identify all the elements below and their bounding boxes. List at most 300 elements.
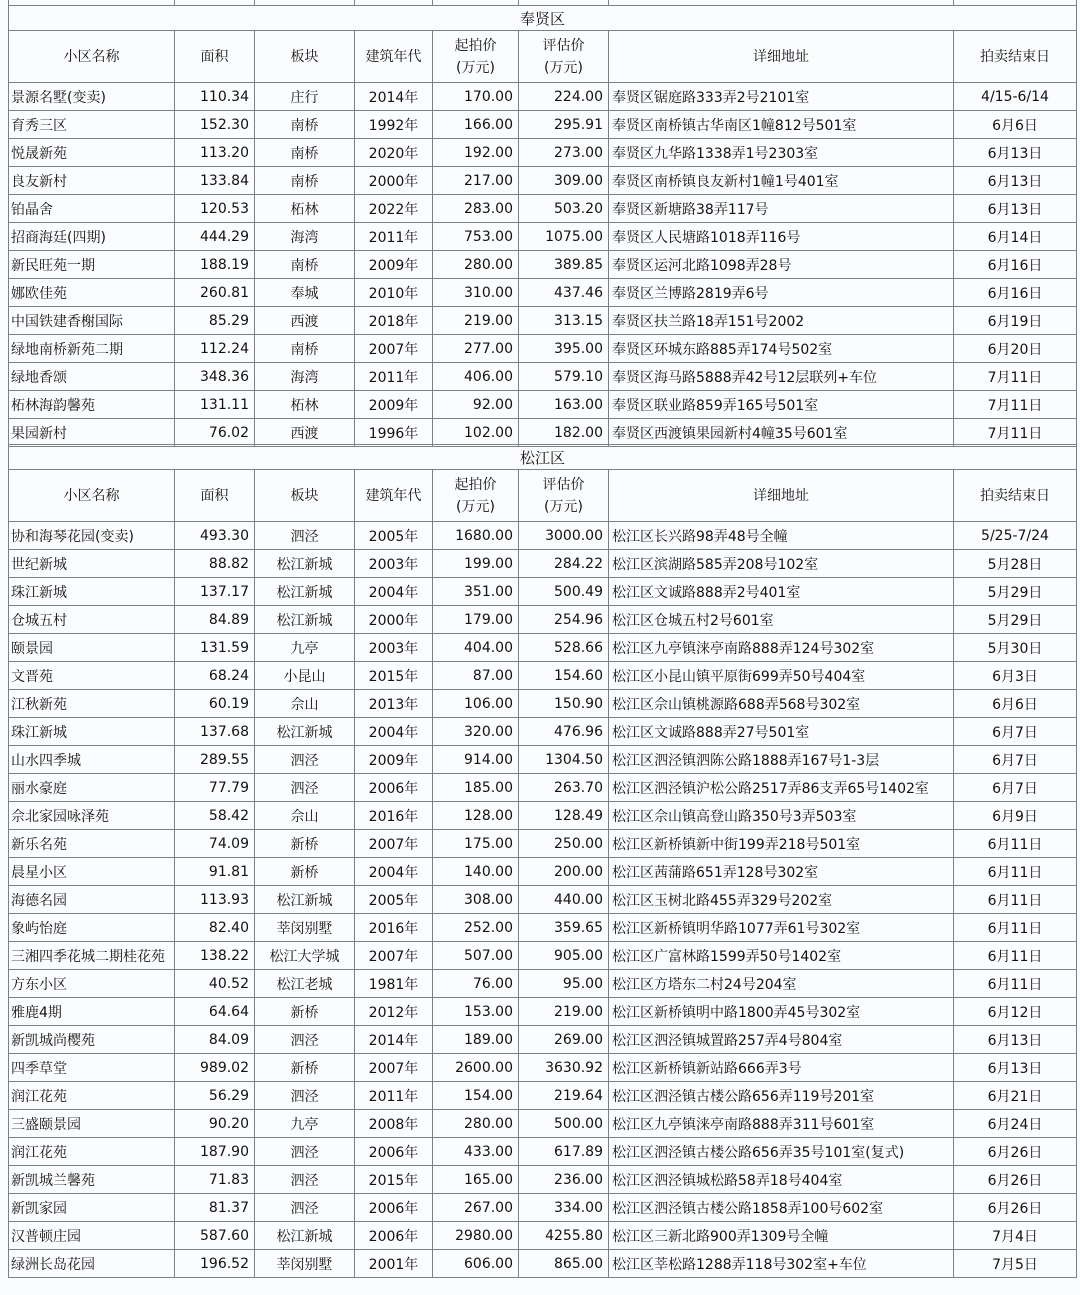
cell-area: 137.68 [175,718,255,746]
header-row [9,31,1077,83]
cell-build-year: 1996年 [355,419,433,447]
cell-community-name: 新凯家园 [9,1194,175,1222]
cell-address: 松江区文诚路888弄2号401室 [609,578,954,606]
cell-area: 88.82 [175,550,255,578]
cell-auction-end-date: 6月26日 [954,1138,1077,1166]
cell-appraised-price: 273.00 [519,139,609,167]
cell-appraised-price: 617.89 [519,1138,609,1166]
table-row [9,942,1077,970]
cell-build-year: 2008年 [355,1110,433,1138]
cell-community-name: 三湘四季花城二期桂花苑 [9,942,175,970]
cell-address: 奉贤区联业路859弄165号501室 [609,391,954,419]
cell-appraised-price: 359.65 [519,914,609,942]
cell-starting-price: 76.00 [433,970,519,998]
section-title-row [9,6,1077,31]
cell-starting-price: 153.00 [433,998,519,1026]
cell-appraised-price: 528.66 [519,634,609,662]
cell-auction-end-date: 6月20日 [954,335,1077,363]
cell-community-name: 新凯城尚樱苑 [9,1026,175,1054]
cell-community-name: 汉普顿庄园 [9,1222,175,1250]
cell-appraised-price: 254.96 [519,606,609,634]
table-row [9,111,1077,139]
section-title: 松江区 [9,445,1077,470]
cell-auction-end-date: 6月7日 [954,718,1077,746]
cell-area: 40.52 [175,970,255,998]
cell-community-name: 珠江新城 [9,718,175,746]
cell-auction-end-date: 5月29日 [954,606,1077,634]
cell-address: 松江区泗泾镇古楼公路1858弄100号602室 [609,1194,954,1222]
cell-district-block: 泗泾 [255,746,355,774]
cell-community-name: 世纪新城 [9,550,175,578]
cell-starting-price: 267.00 [433,1194,519,1222]
cell-starting-price: 140.00 [433,858,519,886]
cell-district-block: 奉城 [255,279,355,307]
cell-appraised-price: 1304.50 [519,746,609,774]
cell-district-block: 九亭 [255,634,355,662]
cell-build-year: 2016年 [355,914,433,942]
cell-address: 松江区九亭镇涞亭南路888弄124号302室 [609,634,954,662]
table-row [9,1222,1077,1250]
cell-build-year: 2007年 [355,942,433,970]
cell-build-year: 2009年 [355,391,433,419]
cell-address: 松江区广富林路1599弄50号1402室 [609,942,954,970]
cell-build-year: 2018年 [355,307,433,335]
cell-build-year: 2014年 [355,83,433,111]
table-row [9,886,1077,914]
cell-area: 196.52 [175,1250,255,1278]
cell-community-name: 珠江新城 [9,578,175,606]
cell-auction-end-date: 7月5日 [954,1250,1077,1278]
table-row [9,83,1077,111]
cell-address: 松江区三新北路900弄1309号全幢 [609,1222,954,1250]
cell-auction-end-date: 6月19日 [954,307,1077,335]
cell-address: 奉贤区海马路5888弄42号12层联列+车位 [609,363,954,391]
cell-build-year: 2007年 [355,1054,433,1082]
fengxian-table [8,0,1077,447]
cell-appraised-price: 500.49 [519,578,609,606]
cell-area: 120.53 [175,195,255,223]
cell-area: 137.17 [175,578,255,606]
header-district-block: 板块 [255,470,355,522]
header-district-block: 板块 [255,31,355,83]
table-row [9,830,1077,858]
table-row [9,251,1077,279]
header-address: 详细地址 [609,470,954,522]
cell-appraised-price: 500.00 [519,1110,609,1138]
cell-district-block: 泗泾 [255,1138,355,1166]
cell-appraised-price: 1075.00 [519,223,609,251]
table-row [9,690,1077,718]
cell-build-year: 2014年 [355,1026,433,1054]
cell-address: 松江区长兴路98弄48号全幢 [609,522,954,550]
cell-auction-end-date: 6月14日 [954,223,1077,251]
cell-district-block: 海湾 [255,223,355,251]
cell-address: 松江区新桥镇新站路666弄3号 [609,1054,954,1082]
cell-starting-price: 280.00 [433,1110,519,1138]
cell-starting-price: 192.00 [433,139,519,167]
cell-district-block: 南桥 [255,251,355,279]
cell-address: 松江区新桥镇明华路1077弄61号302室 [609,914,954,942]
cell-build-year: 2003年 [355,634,433,662]
cell-address: 奉贤区新塘路38弄117号 [609,195,954,223]
cell-community-name: 润江花苑 [9,1082,175,1110]
cell-district-block: 新桥 [255,1054,355,1082]
cell-build-year: 2006年 [355,1138,433,1166]
cell-appraised-price: 313.15 [519,307,609,335]
cell-district-block: 泗泾 [255,1194,355,1222]
table-row [9,195,1077,223]
header-appraised-price: 评估价 (万元) [519,470,609,522]
cell-community-name: 江秋新苑 [9,690,175,718]
cell-district-block: 莘闵别墅 [255,914,355,942]
section-title: 奉贤区 [9,6,1077,31]
table-row [9,858,1077,886]
cell-address: 松江区泗泾镇沪松公路2517弄86支弄65号1402室 [609,774,954,802]
table-row [9,1194,1077,1222]
cell-build-year: 2011年 [355,223,433,251]
cell-address: 奉贤区环城东路885弄174号502室 [609,335,954,363]
cell-appraised-price: 250.00 [519,830,609,858]
cell-build-year: 2020年 [355,139,433,167]
cell-auction-end-date: 7月11日 [954,363,1077,391]
cell-district-block: 南桥 [255,167,355,195]
cell-district-block: 松江大学城 [255,942,355,970]
cell-auction-end-date: 6月13日 [954,139,1077,167]
cell-build-year: 2022年 [355,195,433,223]
cell-community-name: 育秀三区 [9,111,175,139]
cell-appraised-price: 224.00 [519,83,609,111]
cell-starting-price: 914.00 [433,746,519,774]
cell-community-name: 海德名园 [9,886,175,914]
cell-area: 260.81 [175,279,255,307]
cell-appraised-price: 150.90 [519,690,609,718]
cell-address: 奉贤区南桥镇古华南区1幢812号501室 [609,111,954,139]
cell-appraised-price: 95.00 [519,970,609,998]
table-row [9,802,1077,830]
cell-starting-price: 165.00 [433,1166,519,1194]
table-row [9,335,1077,363]
cell-appraised-price: 295.91 [519,111,609,139]
cell-auction-end-date: 6月13日 [954,167,1077,195]
table-row [9,391,1077,419]
cell-district-block: 莘闵别墅 [255,1250,355,1278]
cell-area: 90.20 [175,1110,255,1138]
cell-area: 110.34 [175,83,255,111]
cell-community-name: 新凯城兰馨苑 [9,1166,175,1194]
cell-area: 187.90 [175,1138,255,1166]
cell-build-year: 2009年 [355,251,433,279]
cell-address: 松江区泗泾镇泗陈公路1888弄167号1-3层 [609,746,954,774]
cell-district-block: 松江新城 [255,718,355,746]
cell-community-name: 中国铁建香榭国际 [9,307,175,335]
cell-area: 989.02 [175,1054,255,1082]
cell-area: 188.19 [175,251,255,279]
cell-address: 奉贤区南桥镇良友新村1幢1号401室 [609,167,954,195]
cell-community-name: 协和海琴花园(变卖) [9,522,175,550]
cell-build-year: 2013年 [355,690,433,718]
table-row [9,914,1077,942]
cell-auction-end-date: 6月13日 [954,1054,1077,1082]
table-row [9,223,1077,251]
cell-build-year: 2005年 [355,886,433,914]
cell-community-name: 雅鹿4期 [9,998,175,1026]
cell-community-name: 象屿怡庭 [9,914,175,942]
cell-appraised-price: 905.00 [519,942,609,970]
cell-district-block: 泗泾 [255,1082,355,1110]
table-row [9,550,1077,578]
cell-starting-price: 179.00 [433,606,519,634]
cell-district-block: 泗泾 [255,774,355,802]
cell-auction-end-date: 5/25-7/24 [954,522,1077,550]
cell-area: 68.24 [175,662,255,690]
cell-auction-end-date: 6月7日 [954,746,1077,774]
table-row [9,634,1077,662]
cell-auction-end-date: 6月11日 [954,914,1077,942]
cell-district-block: 西渡 [255,307,355,335]
cell-area: 64.64 [175,998,255,1026]
cell-starting-price: 87.00 [433,662,519,690]
header-row [9,470,1077,522]
cell-appraised-price: 284.22 [519,550,609,578]
section-title-row [9,445,1077,470]
cell-district-block: 新桥 [255,998,355,1026]
table-row [9,746,1077,774]
header-community-name: 小区名称 [9,470,175,522]
cell-build-year: 2011年 [355,363,433,391]
cell-auction-end-date: 6月7日 [954,774,1077,802]
cell-build-year: 2015年 [355,662,433,690]
cell-address: 奉贤区西渡镇果园新村4幢35号601室 [609,419,954,447]
cell-starting-price: 175.00 [433,830,519,858]
cell-auction-end-date: 6月16日 [954,279,1077,307]
cell-area: 91.81 [175,858,255,886]
cell-starting-price: 189.00 [433,1026,519,1054]
cell-district-block: 松江新城 [255,606,355,634]
table-row [9,279,1077,307]
header-starting-price: 起拍价 (万元) [433,470,519,522]
cell-address: 松江区滨湖路585弄208号102室 [609,550,954,578]
cell-auction-end-date: 6月6日 [954,690,1077,718]
cell-area: 74.09 [175,830,255,858]
cell-starting-price: 106.00 [433,690,519,718]
cell-starting-price: 170.00 [433,83,519,111]
cell-auction-end-date: 6月9日 [954,802,1077,830]
table-row [9,970,1077,998]
cell-area: 82.40 [175,914,255,942]
songjiang-table [8,444,1077,1278]
cell-address: 松江区泗泾镇古楼公路656弄119号201室 [609,1082,954,1110]
cell-appraised-price: 163.00 [519,391,609,419]
table-row [9,307,1077,335]
table-row [9,1250,1077,1278]
table-row [9,1054,1077,1082]
cell-starting-price: 753.00 [433,223,519,251]
cell-area: 85.29 [175,307,255,335]
cell-appraised-price: 440.00 [519,886,609,914]
cell-address: 奉贤区扶兰路18弄151号2002 [609,307,954,335]
cell-starting-price: 128.00 [433,802,519,830]
cell-district-block: 小昆山 [255,662,355,690]
cell-community-name: 悦晟新苑 [9,139,175,167]
cell-district-block: 新桥 [255,858,355,886]
cell-community-name: 招商海廷(四期) [9,223,175,251]
cell-community-name: 良友新村 [9,167,175,195]
header-auction-end-date: 拍卖结束日 [954,470,1077,522]
cell-appraised-price: 236.00 [519,1166,609,1194]
cell-appraised-price: 4255.80 [519,1222,609,1250]
cell-auction-end-date: 5月30日 [954,634,1077,662]
cell-area: 133.84 [175,167,255,195]
cell-district-block: 南桥 [255,139,355,167]
cell-community-name: 绿地南桥新苑二期 [9,335,175,363]
cell-starting-price: 507.00 [433,942,519,970]
cell-starting-price: 217.00 [433,167,519,195]
cell-build-year: 1981年 [355,970,433,998]
cell-address: 松江区茜蒲路651弄128号302室 [609,858,954,886]
cell-district-block: 西渡 [255,419,355,447]
cell-community-name: 佘北家园咏泽苑 [9,802,175,830]
cell-district-block: 佘山 [255,802,355,830]
cell-auction-end-date: 6月11日 [954,886,1077,914]
cell-area: 84.09 [175,1026,255,1054]
cell-area: 348.36 [175,363,255,391]
cell-starting-price: 2600.00 [433,1054,519,1082]
header-community-name: 小区名称 [9,31,175,83]
cell-auction-end-date: 6月12日 [954,998,1077,1026]
cell-starting-price: 406.00 [433,363,519,391]
cell-build-year: 2015年 [355,1166,433,1194]
cell-starting-price: 433.00 [433,1138,519,1166]
cell-appraised-price: 389.85 [519,251,609,279]
cell-build-year: 1992年 [355,111,433,139]
cell-address: 松江区泗泾镇古楼公路656弄35号101室(复式) [609,1138,954,1166]
cell-community-name: 三盛颐景园 [9,1110,175,1138]
cell-auction-end-date: 7月11日 [954,419,1077,447]
cell-starting-price: 2980.00 [433,1222,519,1250]
header-starting-price: 起拍价 (万元) [433,31,519,83]
cell-starting-price: 185.00 [433,774,519,802]
cell-appraised-price: 269.00 [519,1026,609,1054]
cell-district-block: 庄行 [255,83,355,111]
cell-address: 奉贤区锯庭路333弄2号2101室 [609,83,954,111]
cell-appraised-price: 476.96 [519,718,609,746]
cell-starting-price: 199.00 [433,550,519,578]
table-row [9,1026,1077,1054]
cell-appraised-price: 395.00 [519,335,609,363]
cell-area: 58.42 [175,802,255,830]
cell-community-name: 山水四季城 [9,746,175,774]
cell-auction-end-date: 6月24日 [954,1110,1077,1138]
cell-district-block: 松江新城 [255,886,355,914]
cell-starting-price: 219.00 [433,307,519,335]
table-row [9,139,1077,167]
cell-address: 松江区玉树北路455弄329号202室 [609,886,954,914]
cell-area: 76.02 [175,419,255,447]
cell-appraised-price: 154.60 [519,662,609,690]
cell-district-block: 泗泾 [255,1166,355,1194]
cell-appraised-price: 219.00 [519,998,609,1026]
cell-community-name: 四季草堂 [9,1054,175,1082]
table-row [9,718,1077,746]
cell-starting-price: 92.00 [433,391,519,419]
cell-build-year: 2004年 [355,718,433,746]
cell-build-year: 2006年 [355,774,433,802]
cell-auction-end-date: 4/15-6/14 [954,83,1077,111]
header-auction-end-date: 拍卖结束日 [954,31,1077,83]
cell-district-block: 南桥 [255,335,355,363]
cell-address: 松江区新桥镇新中街199弄218号501室 [609,830,954,858]
header-area: 面积 [175,470,255,522]
cell-address: 奉贤区兰博路2819弄6号 [609,279,954,307]
cell-district-block: 九亭 [255,1110,355,1138]
cell-address: 松江区泗泾镇城置路257弄4号804室 [609,1026,954,1054]
cell-build-year: 2011年 [355,1082,433,1110]
cell-community-name: 新乐名苑 [9,830,175,858]
table-row [9,606,1077,634]
cell-auction-end-date: 5月29日 [954,578,1077,606]
cell-build-year: 2000年 [355,167,433,195]
cell-starting-price: 166.00 [433,111,519,139]
cell-area: 71.83 [175,1166,255,1194]
cell-community-name: 润江花苑 [9,1138,175,1166]
table-row [9,419,1077,447]
table-row [9,1110,1077,1138]
cell-community-name: 仓城五村 [9,606,175,634]
cell-area: 113.20 [175,139,255,167]
cell-district-block: 南桥 [255,111,355,139]
cell-auction-end-date: 7月11日 [954,391,1077,419]
cell-community-name: 绿地香颂 [9,363,175,391]
cell-appraised-price: 219.64 [519,1082,609,1110]
cell-community-name: 铂晶舍 [9,195,175,223]
cell-appraised-price: 182.00 [519,419,609,447]
cell-area: 81.37 [175,1194,255,1222]
header-build-year: 建筑年代 [355,31,433,83]
cell-area: 84.89 [175,606,255,634]
cell-auction-end-date: 6月16日 [954,251,1077,279]
table-row [9,774,1077,802]
cell-starting-price: 606.00 [433,1250,519,1278]
cell-area: 587.60 [175,1222,255,1250]
cell-auction-end-date: 6月13日 [954,1026,1077,1054]
cell-community-name: 新民旺苑一期 [9,251,175,279]
cell-build-year: 2001年 [355,1250,433,1278]
cell-community-name: 娜欧佳苑 [9,279,175,307]
cell-starting-price: 320.00 [433,718,519,746]
cell-community-name: 方东小区 [9,970,175,998]
cell-area: 112.24 [175,335,255,363]
cell-appraised-price: 437.46 [519,279,609,307]
cell-address: 松江区文诚路888弄27号501室 [609,718,954,746]
cell-starting-price: 308.00 [433,886,519,914]
cell-build-year: 2004年 [355,858,433,886]
cell-appraised-price: 309.00 [519,167,609,195]
cell-starting-price: 154.00 [433,1082,519,1110]
cell-area: 131.59 [175,634,255,662]
cell-build-year: 2007年 [355,335,433,363]
cell-address: 松江区仓城五村2号601室 [609,606,954,634]
cell-build-year: 2010年 [355,279,433,307]
cell-district-block: 新桥 [255,830,355,858]
cell-community-name: 景源名墅(变卖) [9,83,175,111]
cell-address: 松江区佘山镇高登山路350号3弄503室 [609,802,954,830]
cell-starting-price: 277.00 [433,335,519,363]
header-address: 详细地址 [609,31,954,83]
table-row [9,363,1077,391]
cell-build-year: 2007年 [355,830,433,858]
cell-address: 松江区莘松路1288弄118号302室+车位 [609,1250,954,1278]
cell-address: 松江区九亭镇涞亭南路888弄311号601室 [609,1110,954,1138]
